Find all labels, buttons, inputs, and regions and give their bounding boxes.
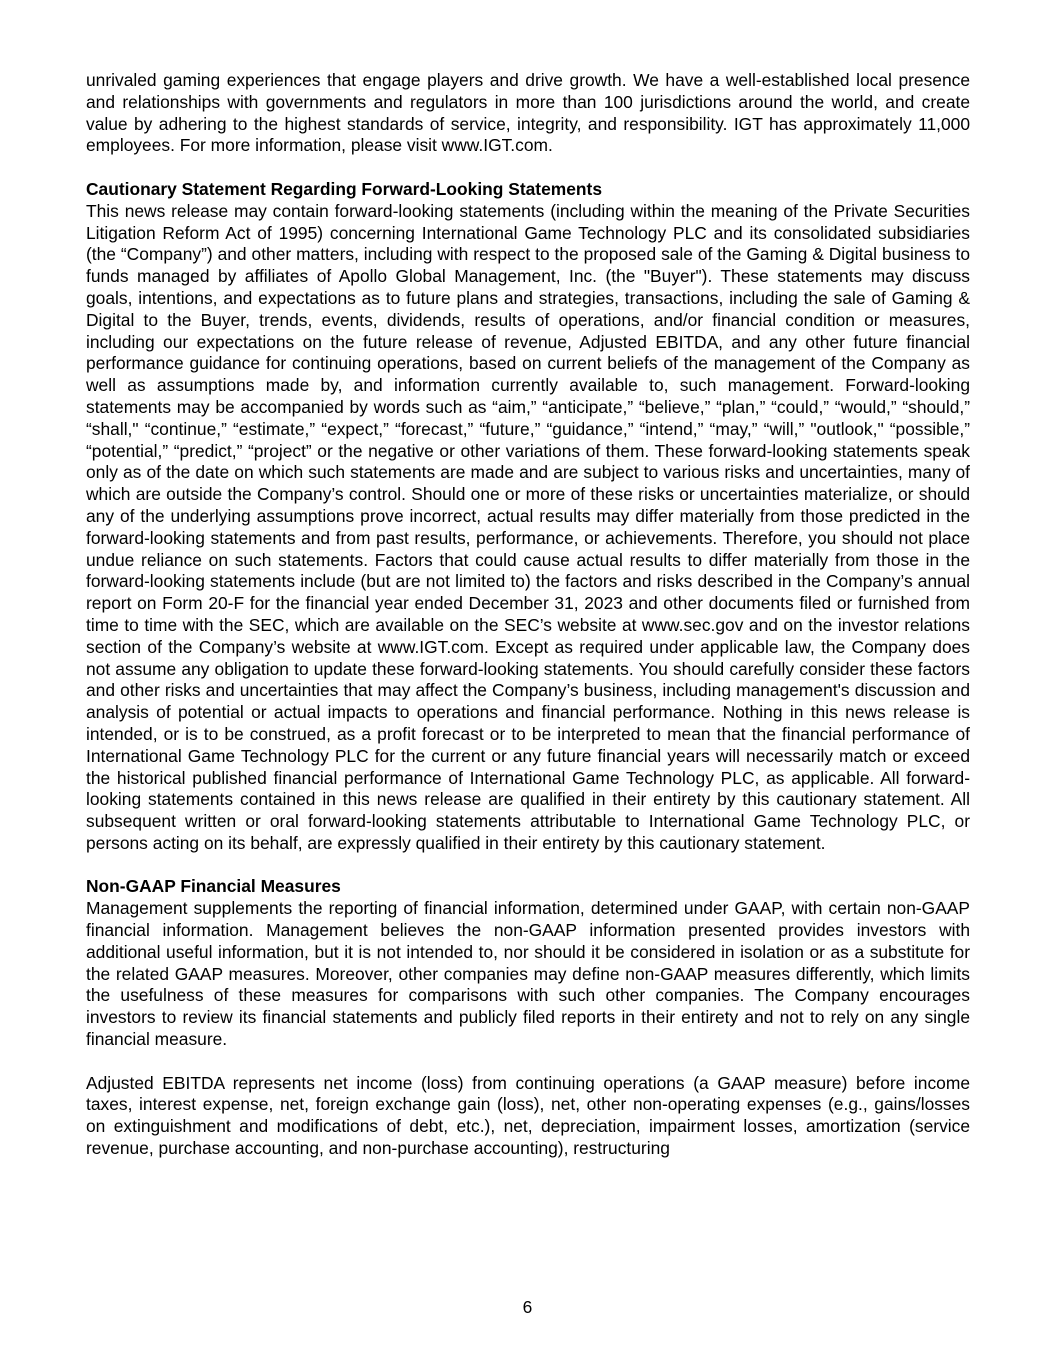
paragraph-gap — [86, 157, 970, 179]
cautionary-paragraph: This news release may contain forward-looking statements (including within the meaning of the Private Securities Litigation Reform Act of 1995) concerning International Game Technology PLC and its consolidated subsidiaries (the “Company”) and other matters, including with respect to the proposed sale of the Gaming & Digital business to funds managed by affiliates of Apollo Global Management, Inc. (the "Buyer"). These statements may discuss goals, intentions, and expectations as to future plans and strategies, transactions, including the sale of Gaming & Digital to the Buyer, trends, events, dividends, results of operations, and/or financial condition or measures, including our expectations on the future release of revenue, Adjusted EBITDA, and any other future financial performance guidance for continuing operations, based on current beliefs of the management of the Company as well as assumptions made by, and information currently available to, such management. Forward-looking statements may be accompanied by words such as “aim,” “anticipate,” “believe,” “plan,” “could,” “would,” “should,” “shall," “continue,” “estimate,” “expect,” “forecast,” “future,” “guidance,” “intend,” “may,” “will,” "outlook," “possible,” “potential,” “predict,” “project” or the negative or other variations of them. These forward-looking statements speak only as of the date on which such statements are made and are subject to various risks and uncertainties, many of which are outside the Company’s control. Should one or more of these risks or uncertainties materialize, or should any of the underlying assumptions prove incorrect, actual results may differ materially from those predicted in the forward-looking statements and from past results, performance, or achievements. Therefore, you should not place undue reliance on such statements. Factors that could cause actual results to differ materially from those in the forward-looking statements include (but are not limited to) the factors and risks described in the Company’s annual report on Form 20-F for the financial year ended December 31, 2023 and other documents filed or furnished from time to time with the SEC, which are available on the SEC’s website at www.sec.gov and on the investor relations section of the Company’s website at www.IGT.com. Except as required under applicable law, the Company does not assume any obligation to update these forward-looking statements. You should carefully consider these factors and other risks and uncertainties that may affect the Company’s business, including management's discussion and analysis of potential or actual impacts to operations and financial performance. Nothing in this news release is intended, or is to be construed, as a profit forecast or to be interpreted to mean that the financial performance of International Game Technology PLC for the current or any future financial years will necessarily match or exceed the historical published financial performance of International Game Technology PLC, as applicable. All forward-looking statements contained in this news release are qualified in their entirety by this cautionary statement. All subsequent written or oral forward-looking statements attributable to International Game Technology PLC, or persons acting on its behalf, are expressly qualified in their entirety by this cautionary statement. — [86, 200, 970, 853]
intro-paragraph: unrivaled gaming experiences that engage players and drive growth. We have a well-established local presence and relationships with governments and regulators in more than 100 jurisdictions around the world, and create value by adhering to the highest standards of service, integrity, and responsibility. IGT has approximately 11,000 employees. For more information, please visit www.IGT.com. — [86, 70, 970, 156]
cautionary-heading: Cautionary Statement Regarding Forward-Looking Statements — [86, 178, 602, 199]
paragraph-gap — [86, 1051, 970, 1073]
page-number: 6 — [522, 1297, 533, 1317]
adjusted-ebitda-paragraph: Adjusted EBITDA represents net income (loss) from continuing operations (a GAAP measure) before income taxes, interest expense, net, foreign exchange gain (loss), net, other non-operating expenses (e.g., gains/losses on extinguishment and modifications of debt, etc.), net, depreciation, impairment losses, amortization (service revenue, purchase accounting, and non-purchase accounting), restructuring — [86, 1072, 970, 1159]
non-gaap-paragraph: Management supplements the reporting of financial information, determined under GAAP, with certain non-GAAP financial information. Management believes the non-GAAP information presented provides investors with additional useful information, but it is not intended to, nor should it be considered in isolation or as a substitute for the related GAAP measures. Moreover, other companies may define non-GAAP measures differently, which limits the usefulness of these measures for comparisons with such other companies. The Company encourages investors to review its financial statements and publicly filed reports in their entirety and not to rely on any single financial measure. — [86, 898, 970, 1050]
document-page — [86, 70, 970, 1160]
non-gaap-heading: Non-GAAP Financial Measures — [86, 876, 341, 897]
paragraph-gap — [86, 855, 970, 877]
